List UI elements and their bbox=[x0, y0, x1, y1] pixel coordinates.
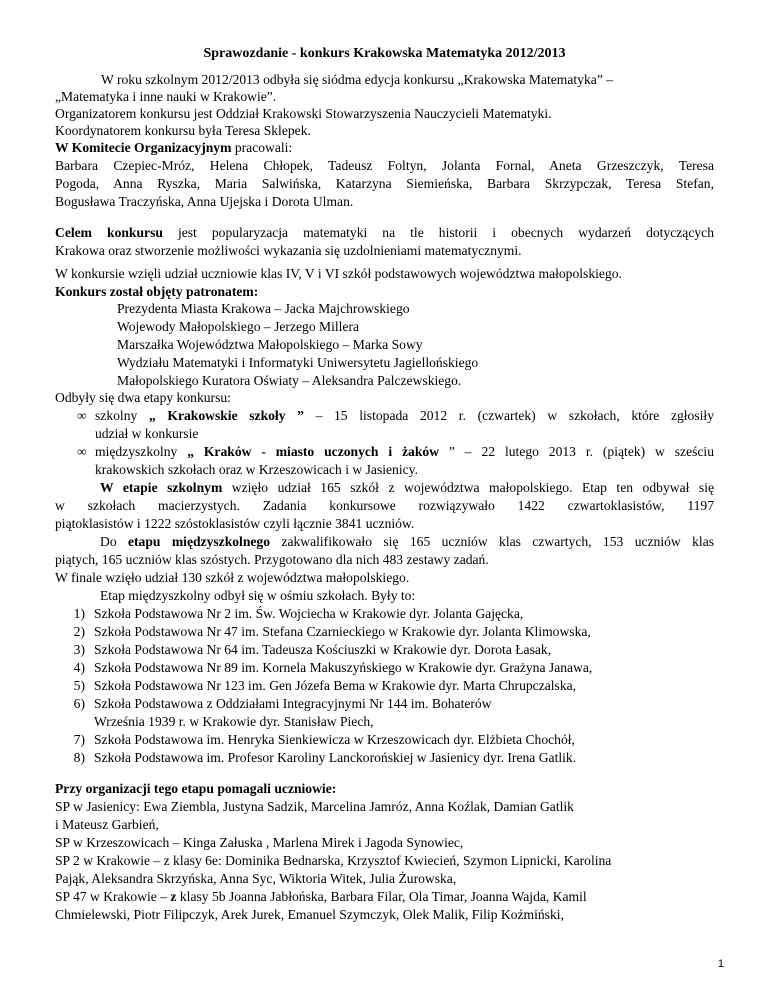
patronage-item: Prezydenta Miasta Krakowa – Jacka Majchrowskiego bbox=[117, 301, 410, 316]
bullet-icon: ∞ bbox=[77, 444, 87, 459]
helpers-line-2: i Mateusz Garbień, bbox=[55, 817, 159, 832]
list-item: Września 1939 r. w Krakowie dyr. Stanisław Piech, bbox=[94, 714, 374, 729]
inter-stage-line-4: Etap międzyszkolny odbył się w ośmiu szkołach. Były to: bbox=[100, 588, 416, 603]
list-item: 2) Szkoła Podstawowa Nr 47 im. Stefana Czarnieckiego w Krakowie dyr. Jolanta Klimowska, bbox=[73, 624, 591, 639]
stage-1-line-1: ∞ szkolny „ Krakowskie szkoły ” – 15 listopada 2012 r. (czwartek) w szkołach, które zgłosiły bbox=[77, 408, 714, 423]
inter-stage-line-1: Do etapu międzyszkolnego zakwalifikowało się 165 uczniów klas czwartych, 153 uczniów klas bbox=[100, 534, 715, 549]
list-item: 6) Szkoła Podstawowa z Oddziałami Integracyjnymi Nr 144 im. Bohaterów bbox=[73, 696, 492, 711]
list-item: 1) Szkoła Podstawowa Nr 2 im. Św. Wojciecha w Krakowie dyr. Jolanta Gajęcka, bbox=[73, 606, 524, 621]
patronage-item: Małopolskiego Kuratora Oświaty – Aleksandra Palczewskiego. bbox=[117, 373, 462, 388]
helpers-line-3: SP w Krzeszowicach – Kinga Załuska , Marlena Mirek i Jagoda Synowiec, bbox=[55, 835, 464, 850]
patronage-item: Marszałka Województwa Małopolskiego – Marka Sowy bbox=[117, 337, 423, 352]
helpers-line-7: Chmielewski, Piotr Filipczyk, Arek Jurek, Emanuel Szymczyk, Olek Malik, Filip Koźmiński, bbox=[55, 907, 564, 922]
patronage-label: Konkurs został objęty patronatem: bbox=[55, 284, 259, 299]
list-item: 5) Szkoła Podstawowa Nr 123 im. Gen Józefa Bema w Krakowie dyr. Marta Chrupczalska, bbox=[73, 678, 577, 693]
goal-line-2: Krakowa oraz stworzenie możliwości wykazania się uzdolnieniami matematycznymi. bbox=[55, 243, 522, 258]
list-item: 4) Szkoła Podstawowa Nr 89 im. Kornela Makuszyńskiego w Krakowie dyr. Grażyna Janawa, bbox=[73, 660, 593, 675]
patronage-item: Wydziału Matematyki i Informatyki Uniwersytetu Jagiellońskiego bbox=[117, 355, 479, 370]
intro-line-2: „Matematyka i inne nauki w Krakowie”. bbox=[55, 89, 277, 104]
list-item: 3) Szkoła Podstawowa Nr 64 im. Tadeusza Kościuszki w Krakowie dyr. Dorota Łasak, bbox=[73, 642, 552, 657]
patronage-item: Wojewody Małopolskiego – Jerzego Millera bbox=[117, 319, 360, 334]
helpers-line-4: SP 2 w Krakowie – z klasy 6e: Dominika Bednarska, Krzysztof Kwiecień, Szymon Lipnicki, Karolina bbox=[55, 853, 612, 868]
helpers-heading: Przy organizacji tego etapu pomagali uczniowie: bbox=[55, 781, 337, 796]
list-item: 8) Szkoła Podstawowa im. Profesor Karoliny Lanckorońskiej w Jasienicy dyr. Irena Gatlik. bbox=[73, 750, 577, 765]
bullet-icon: ∞ bbox=[77, 408, 87, 423]
members-line-3: Bogusława Traczyńska, Anna Ujejska i Dorota Ulman. bbox=[55, 194, 354, 209]
committee-label: W Komitecie Organizacyjnym bbox=[55, 140, 232, 155]
list-item: 7) Szkoła Podstawowa im. Henryka Sienkiewicza w Krzeszowicach dyr. Elżbieta Chochół, bbox=[73, 732, 575, 747]
stage-2-line-1: ∞ międzyszkolny „ Kraków - miasto uczonych i żaków ” – 22 lutego 2013 r. (piątek) w sześciu bbox=[77, 444, 714, 459]
page-number: 1 bbox=[717, 958, 724, 970]
members-line-2: Pogoda, Anna Ryszka, Maria Salwińska, Katarzyna Siemieńska, Barbara Skrzypczak, Teresa Stefan, bbox=[55, 176, 714, 191]
helpers-line-1: SP w Jasienicy: Ewa Ziembla, Justyna Sadzik, Marcelina Jamróz, Anna Koźlak, Damian Gatlik bbox=[55, 799, 574, 814]
intro-line-4: Koordynatorem konkursu była Teresa Sklepek. bbox=[55, 123, 311, 138]
goal-label: Celem konkursu bbox=[55, 225, 163, 240]
stage-2-line-2: krakowskich szkołach oraz w Krzeszowicach i w Jasienicy. bbox=[95, 462, 418, 477]
stage-1-line-2: udział w konkursie bbox=[95, 426, 199, 441]
intro-line-3: Organizatorem konkursu jest Oddział Krakowski Stowarzyszenia Nauczycieli Matematyki. bbox=[55, 106, 552, 121]
school-stage-line-1: W etapie szkolnym wzięło udział 165 szkół z województwa małopolskiego. Etap ten odbywał się bbox=[100, 480, 715, 495]
inter-stage-line-3: W finale wzięło udział 130 szkół z województwa małopolskiego. bbox=[55, 570, 410, 585]
inter-stage-line-2: piątych, 165 uczniów klas szóstych. Przygotowano dla nich 483 zestawy zadań. bbox=[55, 552, 489, 567]
school-stage-line-2: w szkołach macierzystych. Zadania konkursowe rozwiązywało 1422 czwartoklasistów, 1197 bbox=[55, 498, 714, 513]
participants-line: W konkursie wzięli udział uczniowie klas IV, V i VI szkół podstawowych województwa małopolskiego. bbox=[55, 266, 622, 281]
helpers-line-6: SP 47 w Krakowie – z klasy 5b Joanna Jabłońska, Barbara Filar, Ola Timar, Joanna Wajda, Kamil bbox=[55, 889, 587, 904]
members-line-1: Barbara Czepiec-Mróz, Helena Chłopek, Tadeusz Foltyn, Jolanta Fornal, Aneta Grzeszczyk, Teresa bbox=[55, 158, 714, 173]
committee-line: W Komitecie Organizacyjnym pracowali: bbox=[55, 140, 293, 155]
intro-line-1: W roku szkolnym 2012/2013 odbyła się siódma edycja konkursu „Krakowska Matematyka” – bbox=[101, 72, 614, 87]
school-stage-line-3: piątoklasistów i 1222 szóstoklasistów czyli łącznie 3841 uczniów. bbox=[55, 516, 415, 531]
stages-intro: Odbyły się dwa etapy konkursu: bbox=[55, 390, 231, 405]
helpers-line-5: Pająk, Aleksandra Skrzyńska, Anna Syc, Wiktoria Witek, Julia Żurowska, bbox=[55, 871, 457, 886]
document-title: Sprawozdanie - konkurs Krakowska Matematyka 2012/2013 bbox=[203, 46, 566, 61]
goal-line-1: Celem konkursu jest popularyzacja matematyki na tle historii i obecnych wydarzeń dotyczących bbox=[55, 225, 715, 240]
